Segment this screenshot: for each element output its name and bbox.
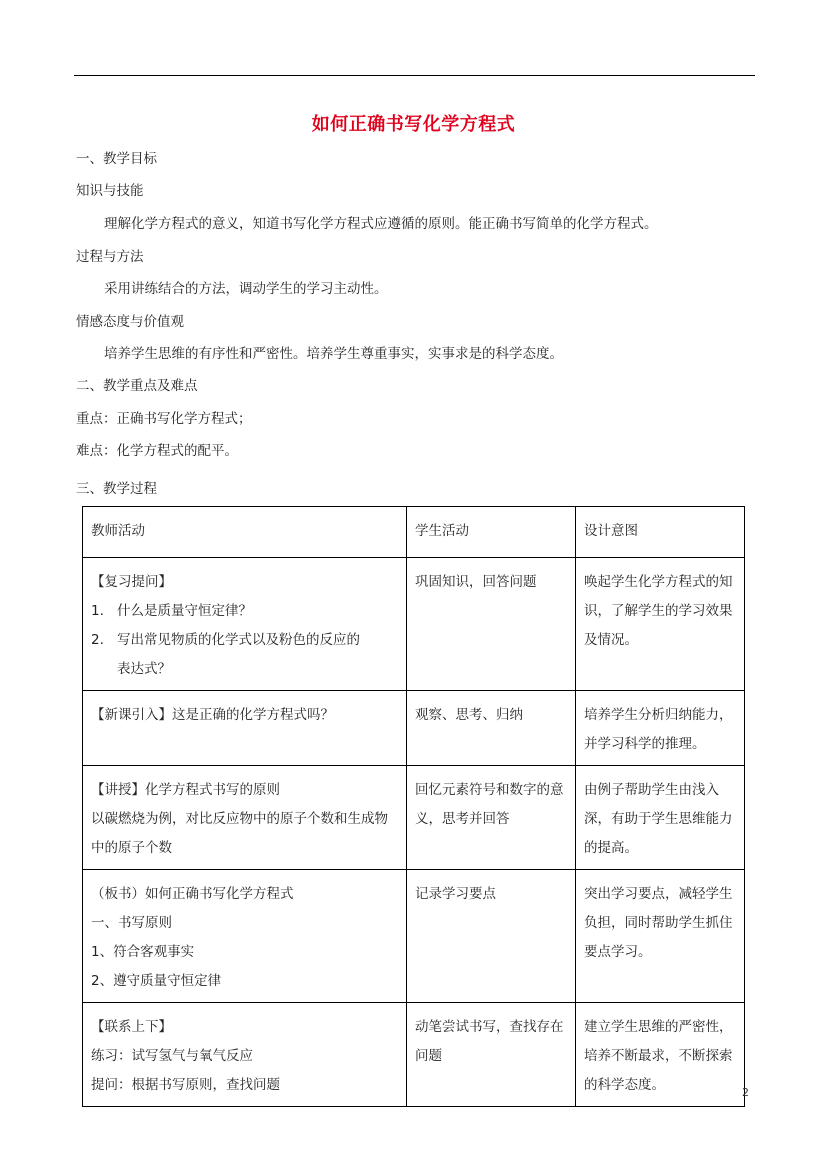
page-title: 如何正确书写化学方程式 [311, 114, 516, 135]
list-number: 1. [91, 603, 104, 619]
teacher-cell-line: 以碳燃烧为例，对比反应物中的原子个数和生成物中的原子个数 [91, 811, 388, 856]
table-row [83, 766, 745, 870]
teacher-cell-title: 【联系上下】 [91, 1019, 172, 1035]
list-item [91, 597, 398, 626]
list-text: 什么是质量守恒定律？ [117, 603, 252, 619]
teacher-cell-title: 【新课引入】这是正确的化学方程式吗？ [91, 707, 334, 723]
section-heading-process: 三、教学过程 [76, 481, 157, 497]
teacher-cell-line: 提问：根据书写原则，查找问题 [91, 1077, 280, 1093]
student-cell: 动笔尝试书写，查找存在问题 [406, 1003, 575, 1107]
page-number: 2 [742, 1086, 749, 1099]
teacher-cell-line: 练习：试写氢气与氧气反应 [91, 1048, 253, 1064]
list-number: 2. [91, 632, 104, 648]
intent-cell: 唤起学生化学方程式的知识，了解学生的学习效果及情况。 [575, 558, 744, 691]
table-header-row [83, 507, 745, 558]
teacher-cell [83, 870, 407, 1003]
header-intent: 设计意图 [575, 507, 744, 558]
teaching-process-table [82, 506, 745, 1107]
header-rule [74, 75, 755, 76]
list-item [91, 626, 398, 655]
subheading-process: 过程与方法 [76, 249, 144, 265]
emotion-text: 培养学生思维的有序性和严密性。培养学生尊重事实，实事求是的科学态度。 [104, 346, 563, 362]
student-cell: 回忆元素符号和数字的意义，思考并回答 [406, 766, 575, 870]
subheading-knowledge: 知识与技能 [76, 183, 144, 199]
teacher-cell-title: （板书）如何正确书写化学方程式 [91, 886, 294, 902]
student-cell: 巩固知识，回答问题 [406, 558, 575, 691]
student-cell: 观察、思考、归纳 [406, 691, 575, 766]
intent-cell: 突出学习要点，减轻学生负担，同时帮助学生抓住要点学习。 [575, 870, 744, 1003]
teacher-cell [83, 691, 407, 766]
teacher-cell-line: 2、遵守质量守恒定律 [91, 973, 222, 989]
table-row [83, 691, 745, 766]
teacher-cell-line: 一、书写原则 [91, 915, 172, 931]
difficulty-point: 难点：化学方程式的配平。 [76, 443, 238, 459]
subheading-emotion: 情感态度与价值观 [76, 314, 184, 330]
intent-cell: 建立学生思维的严密性，培养不断最求，不断探索的科学态度。 [575, 1003, 744, 1107]
table-row [83, 1003, 745, 1107]
teacher-cell [83, 1003, 407, 1107]
header-teacher: 教师活动 [83, 507, 407, 558]
teacher-cell-line: 1、符合客观事实 [91, 944, 195, 960]
knowledge-text: 理解化学方程式的意义，知道书写化学方程式应遵循的原则。能正确书写简单的化学方程式。 [104, 216, 658, 232]
student-cell: 记录学习要点 [406, 870, 575, 1003]
section-heading-objectives: 一、教学目标 [76, 151, 157, 167]
teacher-cell [83, 558, 407, 691]
process-text: 采用讲练结合的方法，调动学生的学习主动性。 [104, 281, 388, 297]
teacher-cell [83, 766, 407, 870]
list-text: 写出常见物质的化学式以及粉色的反应的 [117, 632, 360, 648]
header-student: 学生活动 [406, 507, 575, 558]
teacher-cell-title: 【讲授】化学方程式书写的原则 [91, 782, 280, 798]
teacher-cell-title: 【复习提问】 [91, 574, 172, 590]
table-row [83, 558, 745, 691]
key-point: 重点：正确书写化学方程式； [76, 411, 252, 427]
table-row [83, 870, 745, 1003]
list-text-continued: 表达式？ [117, 661, 171, 677]
intent-cell: 由例子帮助学生由浅入深，有助于学生思维能力的提高。 [575, 766, 744, 870]
intent-cell: 培养学生分析归纳能力，并学习科学的推理。 [575, 691, 744, 766]
section-heading-key-points: 二、教学重点及难点 [76, 378, 198, 394]
